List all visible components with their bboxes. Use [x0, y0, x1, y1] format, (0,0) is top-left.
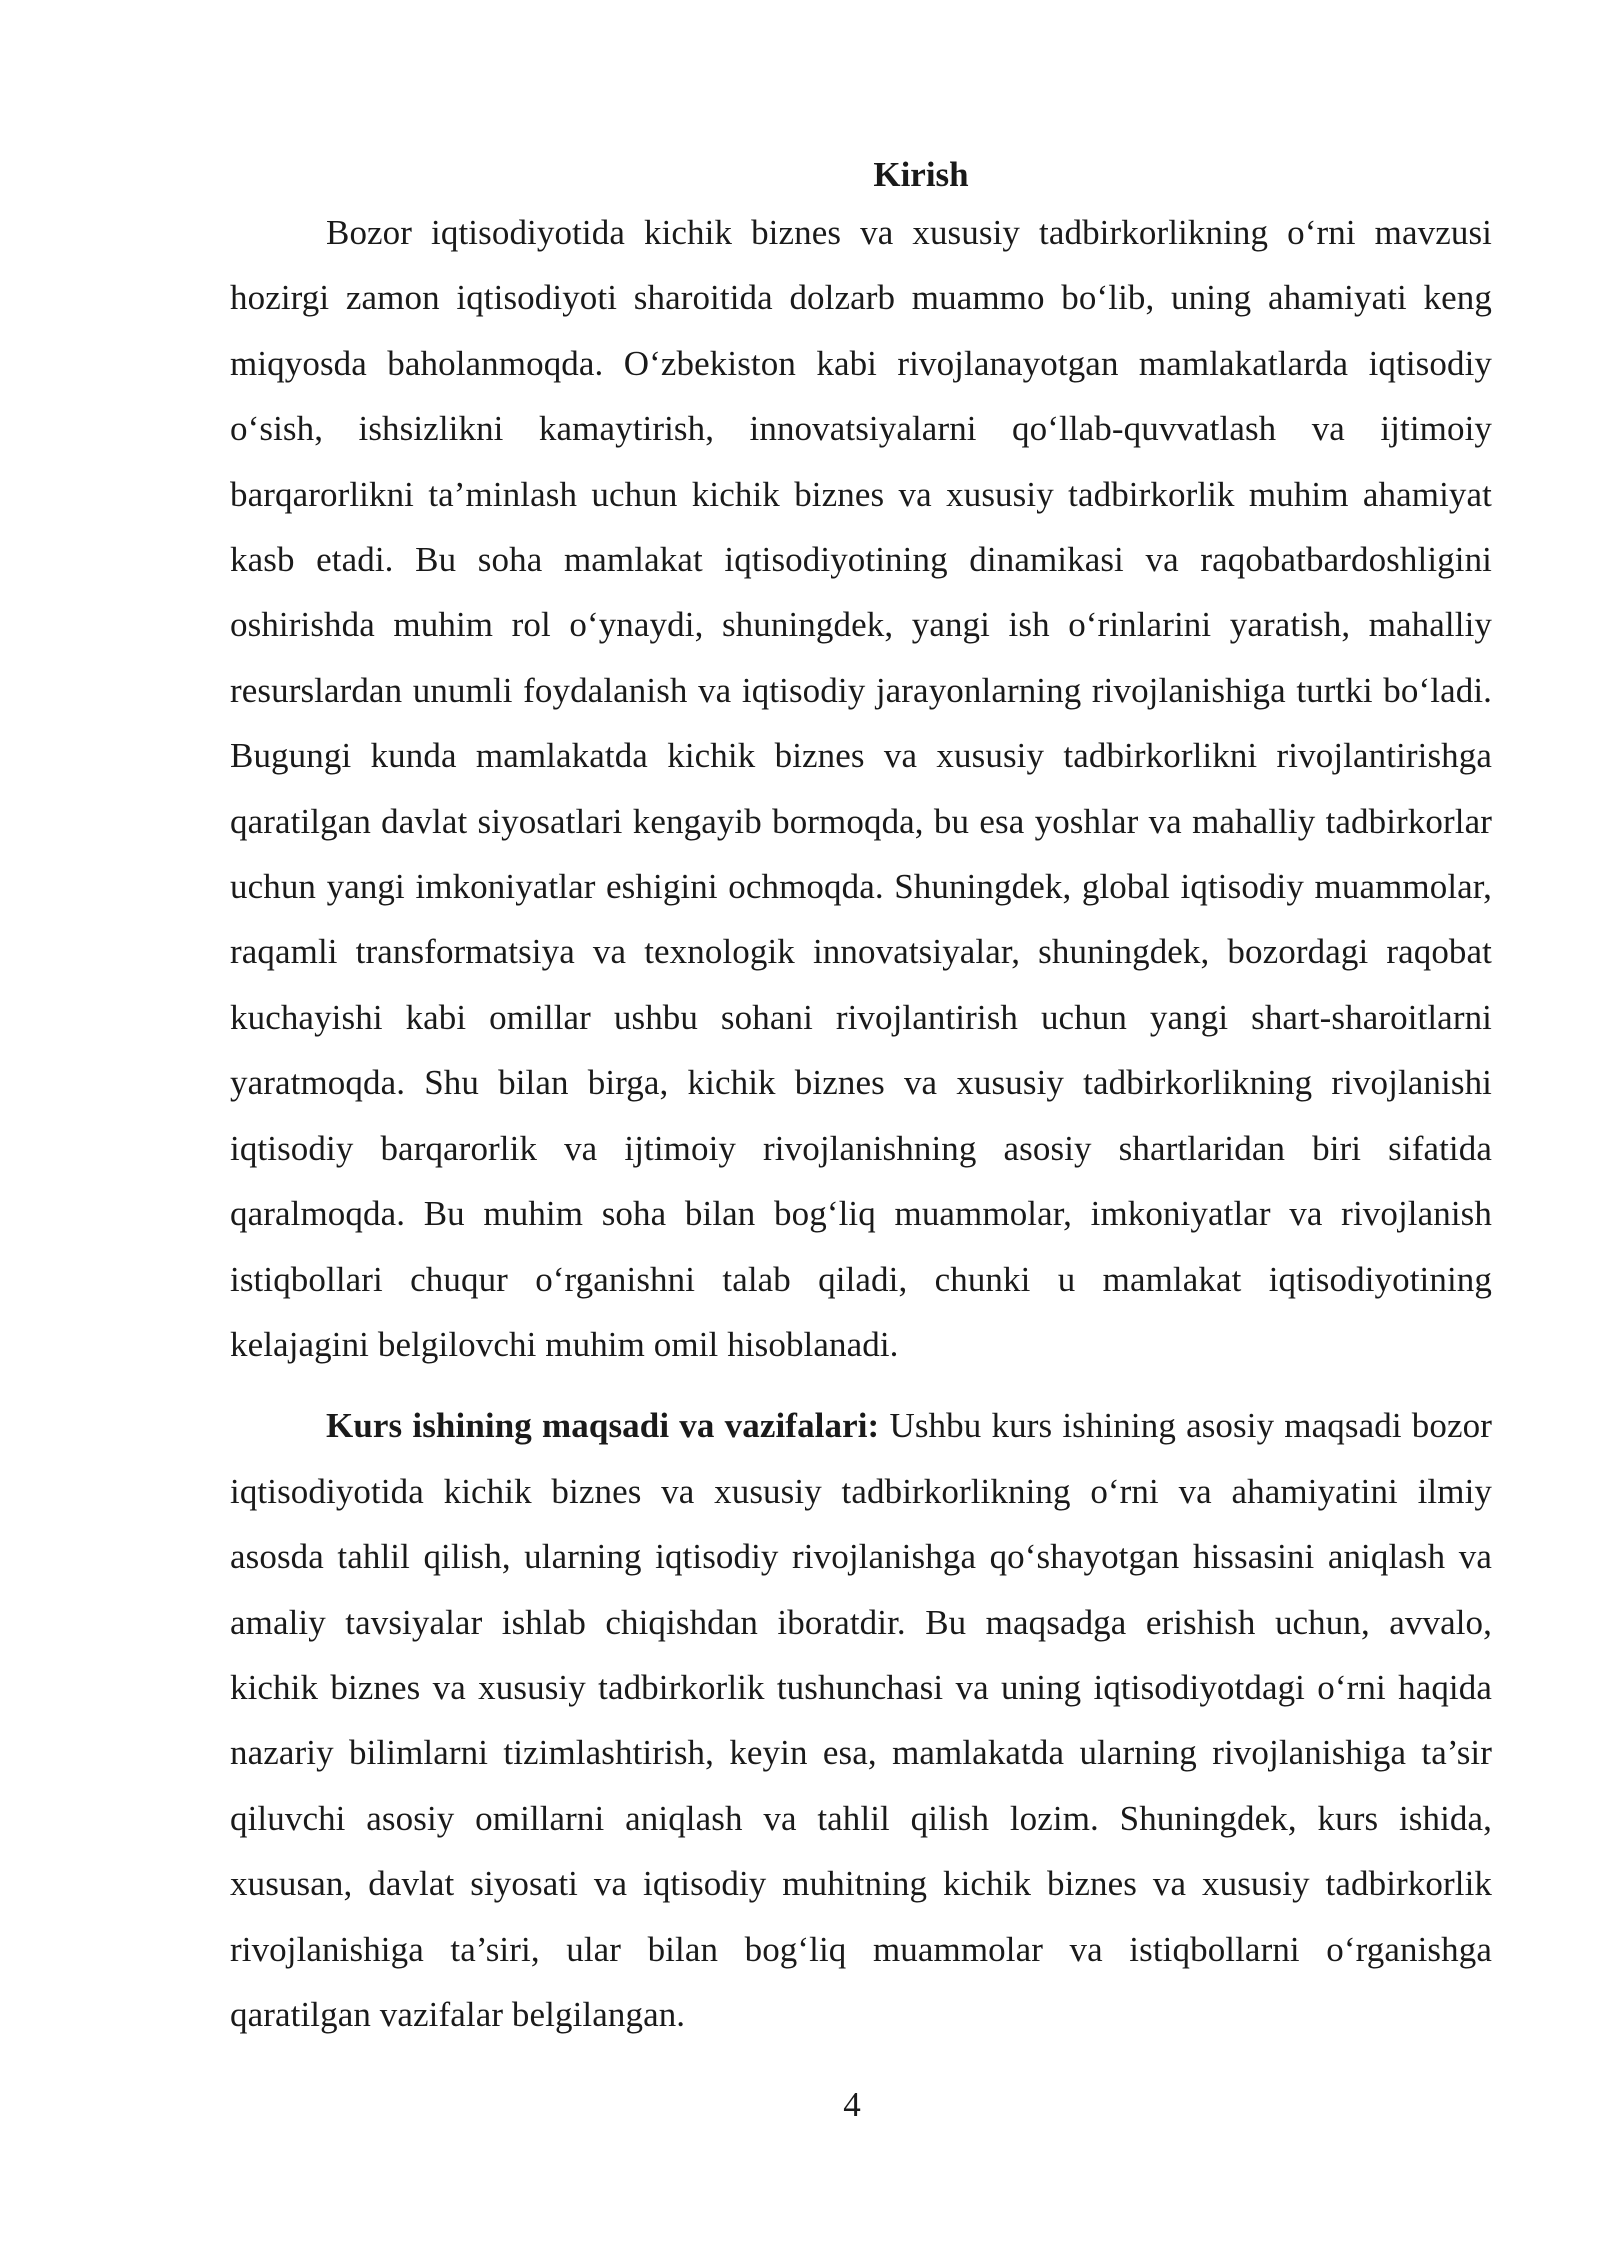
goals-paragraph — [230, 1393, 1492, 2047]
page-content — [230, 150, 1492, 2047]
page-number: 4 — [843, 2085, 861, 2124]
intro-paragraph: Bozor iqtisodiyotida kichik biznes va xususiy tadbirkorlikning o‘rni mavzusi hozirgi zamon iqtisodiyoti sharoitida dolzarb muammo bo‘lib, uning ahamiyati keng miqyosda baholanmoqda. O‘zbekiston kabi rivojlanayotgan mamlakatlarda iqtisodiy o‘sish, ishsizlikni kamaytirish, innovatsiyalarni qo‘llab-quvvatlash va ijtimoiy barqarorlikni ta’minlash uchun kichik biznes va xususiy tadbirkorlik muhim ahamiyat kasb etadi. Bu soha mamlakat iqtisodiyotining dinamikasi va raqobatbardoshligini oshirishda muhim rol o‘ynaydi, shuningdek, yangi ish o‘rinlarini yaratish, mahalliy resurslardan unumli foydalanish va iqtisodiy jarayonlarning rivojlanishiga turtki bo‘ladi. Bugungi kunda mamlakatda kichik biznes va xususiy tadbirkorlikni rivojlantirishga qaratilgan davlat siyosatlari kengayib bormoqda, bu esa yoshlar va mahalliy tadbirkorlar uchun yangi imkoniyatlar eshigini ochmoqda. Shuningdek, global iqtisodiy muammolar, raqamli transformatsiya va texnologik innovatsiyalar, shuningdek, bozordagi raqobat kuchayishi kabi omillar ushbu sohani rivojlantirish uchun yangi shart-sharoitlarni yaratmoqda. Shu bilan birga, kichik biznes va xususiy tadbirkorlikning rivojlanishi iqtisodiy barqarorlik va ijtimoiy rivojlanishning asosiy shartlaridan biri sifatida qaralmoqda. Bu muhim soha bilan bog‘liq muammolar, imkoniyatlar va rivojlanish istiqbollari chuqur o‘rganishni talab qiladi, chunki u mamlakat iqtisodiyotining kelajagini belgilovchi muhim omil hisoblanadi. — [230, 213, 1492, 1364]
goals-paragraph-lead: Kurs ishining maqsadi va vazifalari: — [326, 1406, 880, 1446]
section-title: Kirish — [873, 155, 969, 194]
goals-paragraph-body: Ushbu kurs ishining asosiy maqsadi bozor iqtisodiyotida kichik biznes va xususiy tadbirkorlikning o‘rni va ahamiyatini ilmiy asosda tahlil qilish, ularning iqtisodiy rivojlanishga qo‘shayotgan hissasini aniqlash va amaliy tavsiyalar ishlab chiqishdan iboratdir. Bu maqsadga erishish uchun, avvalo, kichik biznes va xususiy tadbirkorlik tushunchasi va uning iqtisodiyotdagi o‘rni haqida nazariy bilimlarni tizimlashtirish, keyin esa, mamlakatda ularning rivojlanishiga ta’sir qiluvchi asosiy omillarni aniqlash va tahlil qilish lozim. Shuningdek, kurs ishida, xususan, davlat siyosati va iqtisodiy muhitning kichik biznes va xususiy tadbirkorlik rivojlanishiga ta’siri, ular bilan bog‘liq muammolar va istiqbollarni o‘rganishga qaratilgan vazifalar belgilangan. — [230, 1406, 1492, 2034]
